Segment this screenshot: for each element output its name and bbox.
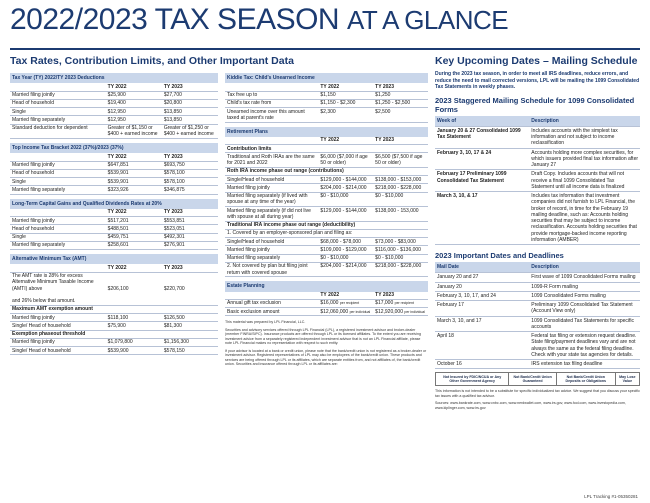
row-value: $539,900 — [106, 347, 162, 355]
row-value: $0 - $10,000 — [373, 254, 428, 262]
row-value: 1099-R Form mailing — [529, 282, 640, 291]
row-value: $118,100 — [106, 314, 162, 322]
table-row — [225, 192, 428, 207]
table-row — [10, 161, 218, 169]
row-value: $25,900 — [106, 91, 162, 99]
table-row — [10, 116, 218, 124]
row-value: $12,950 — [106, 116, 162, 124]
row-label: Married filing jointly — [10, 91, 106, 99]
table-row — [10, 347, 218, 355]
row-label: Married filing separately — [10, 241, 106, 249]
table-row — [225, 254, 428, 262]
important-table: Mail Date Description January 20 and 27 First wave of 1099 Consolidated Forms mailing January 20 1099-R Form mailing February 3, 10, 17, and 24 1099 Consolidated Forms mailing February 17 Preliminary 1099 Consolidated Tax Statement (Account View only) March 3, 10, and 17 1099 Consolidated Tax Statements for specific accounts April 18 Federal tax filing or extension request deadline. State filing/payment deadlines vary and are not always the same as the federal filing deadline. Check with your state tax agencies for details. October 16 IRS extension tax filing deadline — [435, 262, 640, 369]
table-row — [10, 225, 218, 233]
row-value: $0 - $10,000 — [373, 192, 428, 207]
staggered-table: Week of Description January 20 & 27 Consolidated 1099 Tax Statement Includes accounts with the simplest tax information and not subject to income reclassification February 3, 10, 17 & 24 Accounts holding more complex securities, for which issuers provided final tax information after January 27 February 17 Preliminary 1099 Consolidated Tax Statement Draft Copy. Includes accounts that will not receive a final 1099 Consolidated Tax Statement until all income data is finalized March 3, 10, & 17 Includes tax information that investment companies did not furnish to LPL Financial, the broker of record, in time for the February 19 mailing deadline, such as: Accounts holding securities that may be subject to income reclassification. Accounts holding securities that provide mortgage-backed income reporting information (AMBER) — [437, 117, 639, 243]
staggered-title: 2023 Staggered Mailing Schedule for 1099 Consolidated Forms — [435, 95, 635, 114]
row-value: $459,751 — [106, 233, 162, 241]
table-row — [10, 241, 218, 249]
row-value: $1,150 - $2,300 — [318, 99, 373, 107]
row-value: $276,901 — [162, 241, 218, 249]
row-label: Single — [10, 178, 106, 186]
row-label: 2. Not covered by plan but filing joint return with covered spouse — [225, 262, 318, 277]
row-label: Married filing jointly — [10, 217, 106, 225]
row-label: Single/ Head of household — [10, 347, 106, 355]
row-label: January 20 & 27 Consolidated 1099 Tax Statement — [435, 126, 529, 148]
title-bold: 2022/2023 TAX SEASON — [10, 3, 340, 36]
row-value: $488,501 — [106, 225, 162, 233]
row-value: $492,301 — [162, 233, 218, 241]
table-row — [10, 169, 218, 177]
row-label: February 17 Preliminary 1099 Consolidated Tax Statement — [435, 170, 529, 192]
row-value: $6,000 ($7,000 if age 50 or older) — [318, 153, 373, 168]
table-row — [435, 170, 640, 192]
row-value: $81,300 — [162, 322, 218, 330]
deductions-bar: Tax Year (TY) 2022/TY 2023 Deductions — [10, 73, 218, 83]
row-value: $68,000 - $78,000 — [318, 238, 373, 246]
row-label: Head of household — [10, 169, 106, 177]
info-note: This information is not intended to be a substitute for specific individualized tax advice. We suggest that you discuss your specific tax issues with a qualified tax advisor. — [435, 389, 640, 398]
row-label: Single/ Head of household — [10, 322, 106, 330]
table-row — [10, 124, 218, 139]
row-label: Married filing separately (if lived with spouse at any time of the year) — [225, 192, 318, 207]
row-value: $539,901 — [106, 178, 162, 186]
row-value: $539,901 — [106, 169, 162, 177]
top-bracket-table: Top Income Tax Bracket 2022 (37%)/2023 (37%) TY 2022 TY 2023 Married filing jointly $647,851 $693,750 Head of household $539,901 $578,100 Single $539,901 $578,100 Married filing separately $323,926 $346,875 — [10, 143, 218, 195]
table-row — [10, 99, 218, 107]
row-value: $6,500 ($7,500 if age 50 or older) — [373, 153, 428, 168]
row-label: Married filing separately — [10, 116, 106, 124]
row-value: First wave of 1099 Consolidated Forms mailing — [529, 273, 640, 282]
row-value: $129,000 - $144,000 — [318, 207, 373, 222]
deductions-table: Tax Year (TY) 2022/TY 2023 Deductions TY 2022 TY 2023 Married filing jointly $25,900 $27,700 Head of household $19,400 $20,800 Single $12,950 $13,850 Married filing separately $12,950 $13,850 Standard deduction for dependent Greater of $1,150 or $400 + earned income Greater of $1,250 or $400 + earned income — [10, 73, 218, 139]
row-value: $346,875 — [162, 186, 218, 194]
prepared-note: This material was prepared by LPL Financial, LLC. — [225, 320, 306, 325]
table-row — [10, 338, 218, 346]
row-value: $693,750 — [162, 161, 218, 169]
row-value: Greater of $1,250 or $400 + earned income — [162, 124, 218, 139]
table-row — [10, 186, 218, 194]
middle-column — [225, 73, 428, 367]
row-value: $0 - $10,000 — [318, 192, 373, 207]
table-row — [435, 316, 640, 332]
row-value: $138,000 - $153,000 — [373, 176, 428, 184]
row-value: $204,000 - $214,000 — [318, 262, 373, 277]
row-value: $258,601 — [106, 241, 162, 249]
row-value: Preliminary 1099 Consolidated Tax Statement (Account View only) — [529, 301, 640, 317]
row-value: Accounts holding more complex securities, for which issuers provided final tax information after January 27 — [531, 149, 639, 168]
table-row — [225, 238, 428, 246]
row-value: $129,000 - $144,000 — [318, 176, 373, 184]
row-label: Married filing separately — [225, 254, 318, 262]
row-label: Standard deduction for dependent — [10, 124, 106, 139]
row-label: Head of household — [10, 99, 106, 107]
table-row — [225, 207, 428, 222]
table-row — [10, 217, 218, 225]
table-row — [10, 91, 218, 99]
row-value: $218,000 - $228,000 — [373, 262, 428, 277]
table-row — [225, 176, 428, 184]
row-label: October 16 — [435, 360, 529, 369]
table-row — [225, 153, 428, 168]
left-column — [10, 73, 218, 359]
table-row — [435, 148, 640, 170]
row-value: $19,400 — [106, 99, 162, 107]
row-value: $73,000 - $83,000 — [373, 238, 428, 246]
table-row — [10, 108, 218, 116]
right-section-title: Key Upcoming Dates – Mailing Schedule — [435, 55, 638, 67]
title-light: AT A GLANCE — [346, 5, 509, 35]
bank-note: If your advisor is located at a bank or credit union, please note that the bank/credit union is not registered as a broker-dealer or investment advisor. Registered representatives of LPL may also be employees of the bank/credit union. These products and services are being offered through LPL or its affiliates, which are separate entities from, and not affiliates of, the bank/credit union. Securities and insurance offered through LPL or its affiliates are: — [225, 348, 427, 367]
table-row — [435, 273, 640, 282]
row-label: Married filing jointly — [10, 161, 106, 169]
header-rule — [10, 48, 640, 50]
row-value: $75,900 — [106, 322, 162, 330]
table-row — [225, 262, 428, 277]
row-label: March 3, 10, and 17 — [435, 316, 529, 332]
ltcg-table: Long-Term Capital Gains and Qualified Dividends Rates at 20% TY 2022 TY 2023 Married filing jointly $517,201 $553,851 Head of household $488,501 $523,051 Single $459,751 $492,301 Married filing separately $258,601 $276,901 — [10, 199, 218, 251]
row-value: $218,000 - $228,000 — [373, 184, 428, 192]
row-value: $1,079,800 — [106, 338, 162, 346]
row-value: $517,201 — [106, 217, 162, 225]
row-value: $2,500 — [373, 108, 428, 123]
kiddie-table: Kiddie Tax: Child's Unearned Income TY 2022 TY 2023 Tax free up to $1,150 $1,250 Child's tax rate from $1,150 - $2,300 $1,250 - $2,500 Unearned income over this amount taxed at parent's rate $2,300 $2,500 — [225, 73, 428, 123]
table-row — [435, 282, 640, 291]
row-label: Married filing jointly — [225, 246, 318, 254]
table-row — [435, 126, 640, 148]
row-value: Federal tax filing or extension request deadline. State filing/payment deadlines vary and are not always the same as the federal filing deadline. Check with your state tax agencies for details. — [529, 332, 640, 360]
row-label: Single — [10, 108, 106, 116]
row-value: $13,850 — [162, 108, 218, 116]
row-label: March 3, 10, & 17 — [435, 192, 529, 245]
row-value: $578,100 — [162, 169, 218, 177]
table-row — [435, 192, 640, 245]
row-label: January 20 and 27 — [435, 273, 529, 282]
sec-note: Securities and advisory services offered through LPL Financial (LPL), a registered investment advisor and broker-dealer (member FINRA/SIPC). Insurance products are offered through LPL or its licensed affiliates. To the extent you are receiving investment advice from a separately registered independent investment advisor that is not an LPL Financial affiliate, please note LPL Financial makes no representation with respect to such entity. — [225, 327, 422, 346]
row-value: $1,250 — [373, 91, 428, 99]
row-label: Head of household — [10, 225, 106, 233]
table-row — [225, 99, 428, 107]
row-value: $578,100 — [162, 178, 218, 186]
estate-table: Estate Planning TY 2022 TY 2023 Annual gift tax exclusion $16,000 per recipient $17,000 per recipient Basic exclusion amount $12,060,000 per individual $12,920,000 per individual — [225, 281, 428, 316]
table-row — [225, 91, 428, 99]
row-label: Married filing separately — [10, 186, 106, 194]
row-label: Married filing jointly — [10, 314, 106, 322]
row-value: $13,850 — [162, 116, 218, 124]
row-value: $647,851 — [106, 161, 162, 169]
mailing-intro: During the 2023 tax season, in order to meet all IRS deadlines, reduce errors, and reduce the need to mail corrected versions, LPL will be mailing the 1099 Consolidated Tax Statements in weekly phases. — [435, 71, 640, 90]
row-label: Married filing separately (if did not live with spouse at all during year) — [225, 207, 318, 222]
right-column — [435, 71, 640, 410]
table-row — [225, 108, 428, 123]
retirement-table: Retirement Plans TY 2022 TY 2023 Contribution limits Traditional and Roth IRAs are the same for 2021 and 2022 $6,000 ($7,000 if age 50 or older) $6,500 ($7,500 if age 50 or older) Roth IRA income phase out range (contributions) Single/Head of household $129,000 - $144,000 $138,000 - $153,000 Married filing jointly $204,000 - $214,000 $218,000 - $228,000 Married filing separately (if lived with spouse at any time of the year) $0 - $10,000 $0 - $10,000 Married filing separately (if did not live with spouse at all during year) $129,000 - $144,000 $138,000 - 153,000 Traditional IRA income phase out range (deductibility) 1. Covered by an employer-sponsored plan and filing as: Single/Head of household $68,000 - $78,000 $73,000 - $83,000 Married filing jointly $109,000 - $129,000 $116,000 - $136,000 Married filing separately $0 - $10,000 $0 - $10,000 2. Not covered by plan but filing joint return with covered spouse $204,000 - $214,000 $218,000 - $228,000 — [225, 127, 428, 278]
amt-table: Alternative Minimum Tax (AMT) TY 2022 TY 2023 The AMT rate is 28% for excess Alternative Minimum Taxable Income (AMTI) above and 26% below that amount. $206,100 $220,700 Maximum AMT exemption amount Married filing jointly $118,100 $126,500 Single/ Head of household $75,900 $81,300 Exemption phaseout threshold Married filing jointly $1,079,800 $1,156,300 Single/ Head of household $539,900 $578,150 — [10, 254, 218, 355]
row-value: $578,150 — [162, 347, 218, 355]
table-row — [225, 246, 428, 254]
table-row — [435, 301, 640, 317]
table-row — [435, 360, 640, 369]
row-value: $0 - $10,000 — [318, 254, 373, 262]
row-label: Unearned income over this amount taxed at parent's rate — [225, 108, 318, 123]
table-row — [10, 314, 218, 322]
table-row — [10, 322, 218, 330]
important-title: 2023 Important Dates and Deadlines — [435, 251, 564, 260]
row-value: 1099 Consolidated Forms mailing — [529, 291, 640, 300]
row-value: $109,000 - $129,000 — [318, 246, 373, 254]
row-label: Tax free up to — [225, 91, 318, 99]
row-value: $138,000 - 153,000 — [373, 207, 428, 222]
row-label: Married filing jointly — [10, 338, 106, 346]
row-label: February 3, 10, 17 & 24 — [435, 148, 529, 170]
row-label: April 18 — [435, 332, 529, 360]
row-value: $1,150 — [318, 91, 373, 99]
row-label: Single/Head of household — [225, 238, 318, 246]
left-section-title: Tax Rates, Contribution Limits, and Other Important Data — [10, 55, 294, 67]
table-row — [10, 233, 218, 241]
row-value: $1,250 - $2,500 — [373, 99, 428, 107]
disclosure-box: Not Insured by FDIC/NCUA or Any Other Government Agency Not Bank/Credit Union Guaranteed Not Bank/Credit Union Deposits or Obligations May Lose Value — [435, 372, 640, 386]
table-row — [225, 184, 428, 192]
table-row — [10, 178, 218, 186]
row-value: IRS extension tax filing deadline — [529, 360, 640, 369]
table-row — [435, 291, 640, 300]
row-label: Single/Head of household — [225, 176, 318, 184]
row-label: February 17 — [435, 301, 529, 317]
sources-note: Sources: www.bankrate.com, www.cnbc.com, www.nerdwallet.com, www.irs.gov, www.fool.com, www.investopedia.com, www.kiplinger.com, www.irs.gov — [435, 401, 626, 410]
row-label: Single — [10, 233, 106, 241]
row-label: Traditional and Roth IRAs are the same for 2021 and 2022 — [225, 153, 318, 168]
row-label: February 3, 10, 17, and 24 — [435, 291, 529, 300]
row-label: Married filing jointly — [225, 184, 318, 192]
row-label: January 20 — [435, 282, 529, 291]
row-value: Includes tax information that investment companies did not furnish to LPL Financial, the broker of record, in time for the February 19 mailing deadline, such as: Accounts holding securities that may be subject to income reclassification. Accounts holding securities that provide mortgage-backed income reporting information (AMBER) — [529, 192, 640, 245]
row-value: $523,051 — [162, 225, 218, 233]
row-value: $20,800 — [162, 99, 218, 107]
row-value: $1,156,300 — [162, 338, 218, 346]
row-value: $204,000 - $214,000 — [318, 184, 373, 192]
row-value: 1099 Consolidated Tax Statements for specific accounts — [529, 316, 640, 332]
row-value: $126,500 — [162, 314, 218, 322]
row-value: $553,851 — [162, 217, 218, 225]
row-value: Draft Copy. Includes accounts that will not receive a final 1099 Consolidated Tax Statement until all income data is finalized — [529, 170, 640, 192]
row-value: $2,300 — [318, 108, 373, 123]
tracking-number: LPL Tracking #1-05350281 — [584, 494, 638, 499]
row-value: Greater of $1,150 or $400 + earned income — [106, 124, 162, 139]
row-value: $27,700 — [162, 91, 218, 99]
row-value: $116,000 - $136,000 — [373, 246, 428, 254]
row-value: $12,950 — [106, 108, 162, 116]
table-row — [435, 332, 640, 360]
row-value: Includes accounts with the simplest tax information and not subject to income reclassification — [529, 126, 640, 148]
page-title — [10, 3, 508, 37]
row-value: $323,926 — [106, 186, 162, 194]
row-label: Child's tax rate from — [225, 99, 318, 107]
